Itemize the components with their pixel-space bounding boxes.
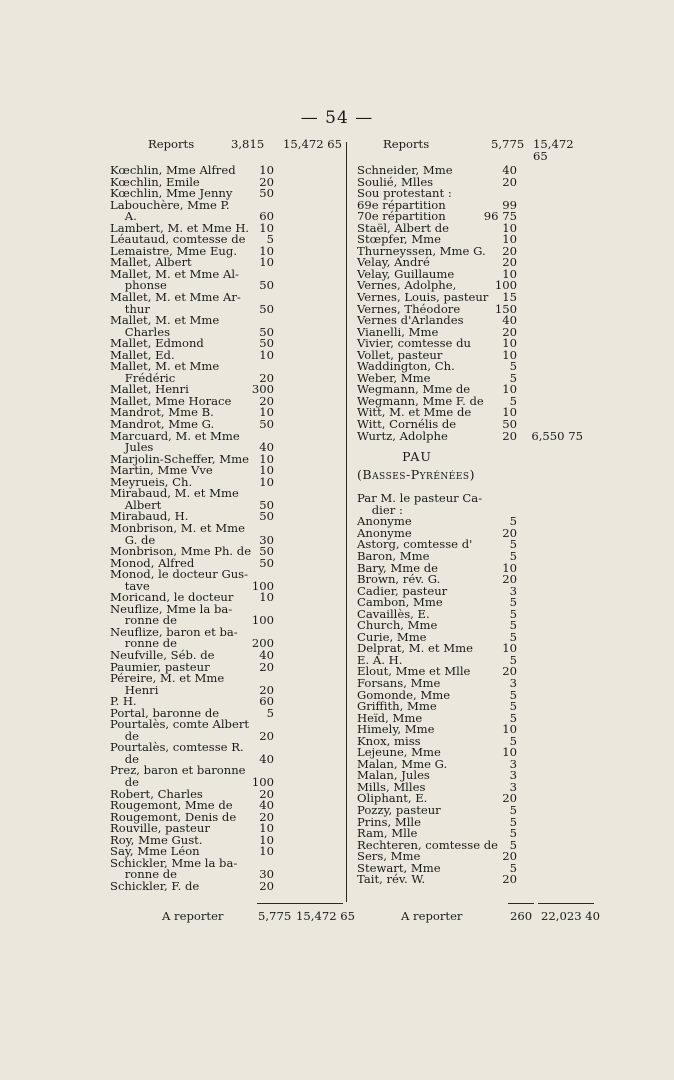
pau-entry-amount: 3 [509, 675, 517, 690]
pau-entry-name: dier : [357, 502, 403, 517]
right-entry-name: Velay, André [357, 255, 430, 270]
left-entry-name: Mallet, M. et Mme Ar- [110, 290, 241, 305]
left-entry-name: Monod, le docteur Gus- [110, 567, 249, 582]
pau-entry-name: Baron, Mme [357, 548, 430, 563]
left-entry-name: Schickler, F. de [110, 878, 200, 893]
pau-entry-amount: 20 [502, 525, 517, 540]
right-entry-name: Wegmann, Mme de [357, 382, 471, 397]
pau-entry-name: Pozzy, pasteur [357, 802, 441, 817]
pau-entry-amount: 5 [509, 687, 517, 702]
right-header [357, 137, 587, 163]
left-footer-v1: 5,775 [258, 909, 292, 923]
left-entry-amount: 20 [259, 728, 274, 743]
left-header-v1: 3,815 [231, 137, 265, 151]
left-entry-amount: 10 [259, 243, 274, 258]
left-entry-name: P. H. [110, 694, 137, 709]
left-entry-name: Rougemont, Mme de [110, 798, 233, 813]
section-subtitle: (Basses-Pyrénées) [357, 466, 475, 482]
left-entry-name: Mirabaud, H. [110, 509, 189, 524]
right-entry-amount: 10 [502, 220, 517, 235]
pau-entry-name: Stewart, Mme [357, 860, 441, 875]
right-footer-label: A reporter [401, 909, 463, 923]
pau-entry-name: Cavaillès, E. [357, 606, 430, 621]
left-entry-name: Mallet, Ed. [110, 347, 175, 362]
left-entry-amount: 10 [259, 844, 274, 859]
left-entry-name: G. de [110, 532, 156, 547]
left-entry-name: Albert [110, 497, 162, 512]
left-entry-name: Labouchère, Mme P. [110, 197, 230, 212]
right-entries [357, 165, 587, 442]
right-entry-amount: 99 [502, 197, 517, 212]
pau-entries [357, 493, 587, 886]
left-entry-amount: 300 [251, 382, 274, 397]
left-entry-name: Neuflize, Mme la ba- [110, 601, 233, 616]
left-entry-amount: 60 [259, 209, 274, 224]
left-entry-amount: 10 [259, 405, 274, 420]
left-column [110, 139, 342, 892]
pau-entry-amount: 5 [509, 802, 517, 817]
pau-entry-amount: 5 [509, 699, 517, 714]
right-entry-amount: 20 [502, 174, 517, 189]
right-entry-name: Waddington, Ch. [357, 359, 455, 374]
left-entry-row [110, 719, 342, 731]
left-entry-name: Lambert, M. et Mme H. [110, 220, 250, 235]
pau-entry-name: Gomonde, Mme [357, 687, 451, 702]
right-entry-amount: 96 75 [483, 209, 517, 224]
section-title: PAU [402, 449, 432, 465]
left-entry-amount: 30 [259, 867, 274, 882]
pau-entry-name: Church, Mme [357, 618, 438, 633]
pau-entry-amount: 5 [509, 826, 517, 841]
left-entry-amount: 5 [266, 705, 274, 720]
left-entry-amount: 20 [259, 659, 274, 674]
right-entry-amount: 40 [502, 163, 517, 177]
right-entry-amount: 40 [502, 313, 517, 328]
left-entry-name: Schickler, Mme la ba- [110, 855, 238, 870]
left-entry-name: Mallet, M. et Mme [110, 313, 220, 328]
left-entry-name: tave [110, 578, 150, 593]
left-entry-amount: 10 [259, 255, 274, 270]
right-entry-name: Schneider, Mme [357, 163, 453, 177]
left-entry-amount: 20 [259, 786, 274, 801]
pau-entry-amount: 5 [509, 629, 517, 644]
pau-entry-name: Anonyme [357, 514, 412, 529]
page-number: — 54 — [300, 108, 374, 128]
left-entry-name: Rouville, pasteur [110, 821, 210, 836]
left-entry-name: Mallet, Edmond [110, 336, 204, 351]
pau-entry-amount: 5 [509, 710, 517, 725]
left-entry-name: de [110, 751, 140, 766]
left-entry-amount: 10 [259, 832, 274, 847]
right-entry-name: Vollet, pasteur [357, 347, 443, 362]
left-entry-name: Pourtalès, comtesse R. [110, 740, 244, 755]
right-entry-name: Weber, Mme [357, 370, 431, 385]
pau-entry-amount: 5 [509, 733, 517, 748]
left-entry-amount: 10 [259, 590, 274, 605]
left-entry-amount: 10 [259, 463, 274, 478]
left-entry-name: Pourtalès, comte Albert [110, 717, 250, 732]
right-entry-name: Staël, Albert de [357, 220, 449, 235]
left-entry-name: Henri [110, 682, 159, 697]
right-entry-name: Vernes, Adolphe, [357, 278, 457, 293]
left-entry-name: Lemaistre, Mme Eug. [110, 243, 238, 258]
pau-entry-name: Lejeune, Mme [357, 745, 441, 760]
pau-entry-amount: 5 [509, 837, 517, 852]
left-entry-amount: 200 [251, 636, 274, 651]
right-header-v2: 15,472 65 [533, 137, 574, 163]
left-entry-name: Neufville, Séb. de [110, 647, 215, 662]
pau-entry-name: Sers, Mme [357, 849, 421, 864]
left-entry-name: Mallet, Albert [110, 255, 192, 270]
left-entry-name: A. [110, 209, 137, 224]
left-entry-name: Léautaud, comtesse de [110, 232, 246, 247]
left-entry-amount: 20 [259, 682, 274, 697]
right-total-rule-1 [508, 903, 534, 904]
right-entry-amount: 20 [502, 324, 517, 339]
left-entry-amount: 10 [259, 220, 274, 235]
right-entry-subtotal: 6,550 75 [531, 428, 583, 443]
left-entry-name: Prez, baron et baronne [110, 763, 246, 778]
left-entry-name: Péreire, M. et Mme [110, 671, 225, 686]
left-entry-name: Robert, Charles [110, 786, 203, 801]
pau-entry-amount: 10 [502, 641, 517, 656]
pau-entry-name: Griffith, Mme [357, 699, 437, 714]
pau-entry-name: E. A. H. [357, 652, 403, 667]
left-entry-name: Frédéric [110, 370, 176, 385]
right-entry-amount: 20 [502, 255, 517, 270]
left-entry-amount: 10 [259, 347, 274, 362]
pau-entry-name: Ram, Mlle [357, 826, 418, 841]
pau-entry-name: Tait, rév. W. [357, 872, 426, 887]
pau-entry-amount: 5 [509, 618, 517, 633]
right-entry-amount: 20 [502, 243, 517, 258]
left-entry-amount: 40 [259, 647, 274, 662]
left-entry-amount: 40 [259, 798, 274, 813]
pau-entry-amount: 5 [509, 814, 517, 829]
left-entry-amount: 10 [259, 474, 274, 489]
left-entry-amount: 50 [259, 324, 274, 339]
left-entry-amount: 5 [266, 232, 274, 247]
right-entry-name: Vernes, Théodore [357, 301, 461, 316]
pau-entry-name: Mills, Mlles [357, 779, 426, 794]
left-entry-name: Mandrot, Mme G. [110, 417, 215, 432]
left-entry-name: Kœchlin, Emile [110, 174, 200, 189]
left-entry-name: ronne de [110, 636, 178, 651]
left-entry-row [110, 878, 342, 893]
pau-entry-amount: 5 [509, 514, 517, 529]
left-entry-amount: 20 [259, 174, 274, 189]
left-footer-v2: 15,472 65 [296, 909, 356, 923]
left-entry-row [110, 682, 342, 697]
left-entry-name: Marcuard, M. et Mme [110, 428, 240, 443]
left-entry-name: Roy, Mme Gust. [110, 832, 203, 847]
right-footer-v2: 22,023 40 [541, 909, 601, 923]
pau-entry-amount: 20 [502, 572, 517, 587]
left-entry-name: Martin, Mme Vve [110, 463, 213, 478]
left-entry-name: thur [110, 301, 150, 316]
pau-entry-name: Knox, miss [357, 733, 421, 748]
pau-entry-name: Curie, Mme [357, 629, 427, 644]
pau-entry-name: Himely, Mme [357, 722, 435, 737]
pau-entry-row [357, 874, 587, 886]
left-entry-name: Mallet, M. et Mme [110, 359, 220, 374]
pau-entry-name: Malan, Mme G. [357, 756, 448, 771]
right-entry-name: Velay, Guillaume [357, 266, 455, 281]
right-entry-name: Witt, Cornélis de [357, 417, 457, 432]
pau-entry-name: Par M. le pasteur Ca- [357, 491, 483, 506]
left-entry-name: Jules [110, 440, 154, 455]
pau-entry-amount: 20 [502, 664, 517, 679]
pau-entry-amount: 10 [502, 745, 517, 760]
pau-entry-name: Heïd, Mme [357, 710, 423, 725]
left-entry-amount: 30 [259, 532, 274, 547]
left-entry-name: Mallet, Mme Horace [110, 393, 232, 408]
pau-entry-name: Cadier, pasteur [357, 583, 448, 598]
left-header [110, 139, 342, 153]
pau-entry-amount: 10 [502, 722, 517, 737]
pau-entry-amount: 3 [509, 768, 517, 783]
left-entry-amount: 50 [259, 278, 274, 293]
pau-entry-amount: 5 [509, 606, 517, 621]
left-entry-name: Charles [110, 324, 171, 339]
right-entry-name: Vernes d'Arlandes [357, 313, 464, 328]
left-entry-amount: 20 [259, 809, 274, 824]
left-entry-name: Mirabaud, M. et Mme [110, 486, 239, 501]
right-entry-amount: 5 [509, 370, 517, 385]
left-entry-amount: 50 [259, 336, 274, 351]
left-entry-name: Kœchlin, Mme Alfred [110, 163, 236, 177]
pau-entry-name: Oliphant, E. [357, 791, 428, 806]
pau-entry-amount: 5 [509, 652, 517, 667]
right-column [357, 139, 587, 886]
right-entry-amount: 5 [509, 393, 517, 408]
right-entry-amount: 10 [502, 382, 517, 397]
pau-entry-name: Anonyme [357, 525, 412, 540]
pau-entry-amount: 10 [502, 560, 517, 575]
left-header-label: Reports [148, 137, 195, 151]
left-entry-name: Rougemont, Denis de [110, 809, 237, 824]
left-entry-amount: 50 [259, 497, 274, 512]
left-entry-name: Mallet, Henri [110, 382, 189, 397]
pau-entry-name: Elout, Mme et Mlle [357, 664, 471, 679]
left-entry-name: Portal, baronne de [110, 705, 220, 720]
right-entry-name: Vivier, comtesse du [357, 336, 471, 351]
left-entry-name: Mallet, M. et Mme Al- [110, 266, 239, 281]
left-entry-amount: 100 [251, 774, 274, 789]
left-entry-name: Monbrison, M. et Mme [110, 520, 245, 535]
pau-entry-amount: 20 [502, 791, 517, 806]
left-entry-amount: 100 [251, 613, 274, 628]
right-entry-amount: 20 [502, 428, 517, 443]
left-entry-name: phonse [110, 278, 167, 293]
pau-entry-amount: 3 [509, 779, 517, 794]
left-entry-name: Kœchlin, Mme Jenny [110, 186, 233, 201]
pau-entry-name: Forsans, Mme [357, 675, 441, 690]
left-entry-amount: 20 [259, 370, 274, 385]
pau-entry-amount: 3 [509, 756, 517, 771]
left-entry-amount: 60 [259, 694, 274, 709]
left-footer-label: A reporter [162, 909, 224, 923]
left-entry-name: ronne de [110, 613, 178, 628]
right-entry-name: Stœpfer, Mme [357, 232, 442, 247]
right-entry-row [357, 428, 587, 443]
pau-entry-amount: 20 [502, 849, 517, 864]
pau-entry-name: Astorg, comtesse d' [357, 537, 473, 552]
right-entry-amount: 15 [502, 290, 517, 305]
left-entry-row [110, 742, 342, 754]
left-entry-row [110, 765, 342, 777]
right-entry-amount: 100 [494, 278, 517, 293]
left-entry-amount: 40 [259, 440, 274, 455]
right-entry-amount: 10 [502, 347, 517, 362]
left-entry-amount: 10 [259, 163, 274, 177]
pau-entry-amount: 5 [509, 860, 517, 875]
right-entry-name: Vernes, Louis, pasteur [357, 290, 489, 305]
right-entry-name: Thurneyssen, Mme G. [357, 243, 486, 258]
left-entry-amount: 50 [259, 186, 274, 201]
left-entry-name: Say, Mme Léon [110, 844, 200, 859]
left-entry-row [110, 197, 342, 212]
pau-entry-amount: 5 [509, 548, 517, 563]
left-entry-name: Moricand, le docteur [110, 590, 234, 605]
right-entry-amount: 50 [502, 417, 517, 432]
left-entry-amount: 20 [259, 878, 274, 893]
left-entry-name: Meyrueis, Ch. [110, 474, 193, 489]
pau-entry-amount: 5 [509, 595, 517, 610]
left-entry-amount: 50 [259, 544, 274, 559]
right-total-rule-2 [538, 903, 594, 904]
left-entry-name: Marjolin-Scheffer, Mme [110, 451, 249, 466]
right-entry-amount: 10 [502, 336, 517, 351]
left-header-v2: 15,472 65 [283, 137, 343, 151]
left-entry-name: de [110, 774, 140, 789]
right-header-v1: 5,775 [491, 137, 525, 151]
right-footer-v1: 260 [510, 909, 533, 923]
right-entry-name: Vianelli, Mme [357, 324, 439, 339]
pau-entry-amount: 5 [509, 537, 517, 552]
left-entry-name: Neuflize, baron et ba- [110, 624, 238, 639]
pau-entry-name: Prins, Mlle [357, 814, 421, 829]
left-entry-amount: 50 [259, 555, 274, 570]
left-entry-amount: 40 [259, 751, 274, 766]
column-divider [346, 142, 347, 902]
left-entry-name: Mandrot, Mme B. [110, 405, 214, 420]
left-entry-amount: 50 [259, 417, 274, 432]
right-entry-name: Wurtz, Adolphe [357, 428, 448, 443]
left-entry-name: ronne de [110, 867, 178, 882]
right-entry-amount: 10 [502, 266, 517, 281]
left-entry-name: Monod, Alfred [110, 555, 195, 570]
right-header-label: Reports [383, 137, 430, 151]
right-entry-name: Sou protestant : [357, 186, 452, 201]
left-total-rule [257, 903, 343, 904]
right-entry-name: Wegmann, Mme F. de [357, 393, 484, 408]
pau-entry-name: Delprat, M. et Mme [357, 641, 473, 656]
left-entry-amount: 10 [259, 451, 274, 466]
pau-entry-name: Malan, Jules [357, 768, 430, 783]
left-entry-amount: 50 [259, 301, 274, 316]
pau-entry-amount: 3 [509, 583, 517, 598]
left-entry-amount: 20 [259, 393, 274, 408]
left-entries [110, 165, 342, 892]
right-entry-amount: 10 [502, 405, 517, 420]
pau-entry-amount: 20 [502, 872, 517, 887]
right-entry-name: Soulié, Mlles [357, 174, 434, 189]
right-entry-amount: 5 [509, 359, 517, 374]
left-entry-amount: 50 [259, 509, 274, 524]
right-entry-name: 69e répartition [357, 197, 446, 212]
left-entry-name: de [110, 728, 140, 743]
right-entry-name: 70e répartition [357, 209, 446, 224]
left-entry-amount: 10 [259, 821, 274, 836]
right-entry-amount: 10 [502, 232, 517, 247]
right-entry-name: Witt, M. et Mme de [357, 405, 472, 420]
right-entry-amount: 150 [494, 301, 517, 316]
pau-entry-name: Cambon, Mme [357, 595, 443, 610]
pau-entry-name: Bary, Mme de [357, 560, 439, 575]
left-entry-amount: 100 [251, 578, 274, 593]
left-entry-name: Paumier, pasteur [110, 659, 210, 674]
pau-entry-name: Rechteren, comtesse de [357, 837, 499, 852]
pau-entry-name: Brown, rév. G. [357, 572, 441, 587]
left-entry-name: Monbrison, Mme Ph. de [110, 544, 252, 559]
